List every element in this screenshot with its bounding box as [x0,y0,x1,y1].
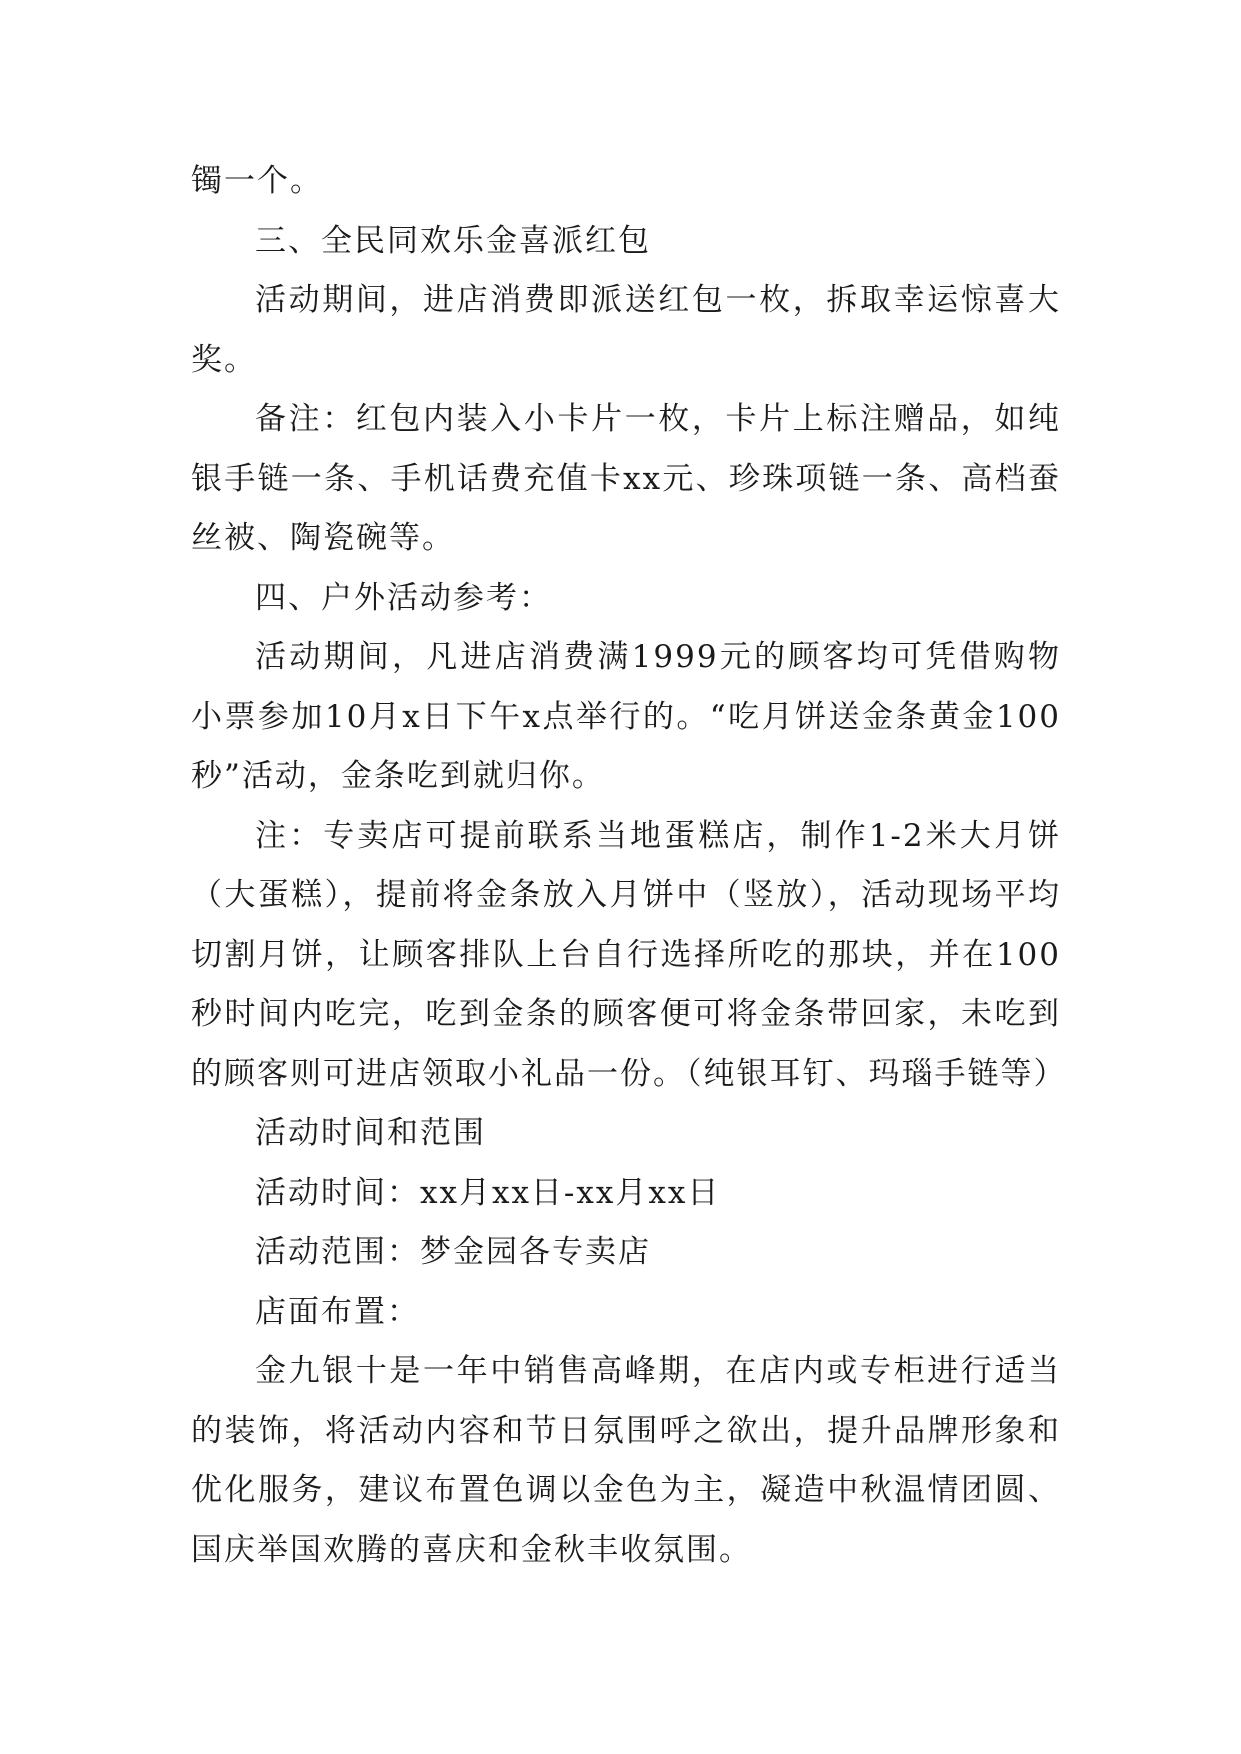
paragraph-outdoor-note: 注：专卖店可提前联系当地蛋糕店，制作1-2米大月饼（大蛋糕），提前将金条放入月饼中（竖放），活动现场平均切割月饼，让顾客排队上台自行选择所吃的那块，并在100秒时间内吃完，吃到金条的顾客便可将金条带回家，未吃到的顾客则可进店领取小礼品一份。（纯银耳钉、玛瑙手链等） [191,817,1067,1092]
paragraph-bracelet-end: 镯一个。 [191,163,323,199]
paragraph-activity-time: 活动时间：xx月xx日-xx月xx日 [255,1174,721,1211]
heading-store-layout: 店面布置： [255,1293,420,1330]
paragraph-store-layout: 金九银十是一年中销售高峰期，在店内或专柜进行适当的装饰，将活动内容和节日氛围呼之欲出，提升品牌形象和优化服务，建议布置色调以金色为主，凝造中秋温情团圆、国庆举国欢腾的喜庆和金秋丰收氛围。 [191,1353,1061,1568]
paragraph-red-envelope-note: 备注：红包内装入小卡片一枚，卡片上标注赠品，如纯银手链一条、手机话费充值卡xx元、珍珠项链一条、高档蚕丝被、陶瓷碗等。 [191,401,1061,556]
paragraph-outdoor-activity: 活动期间，凡进店消费满1999元的顾客均可凭借购物小票参加10月x日下午x点举行的。“吃月饼送金条黄金100秒”活动，金条吃到就归你。 [191,639,1061,794]
heading-outdoor-activity: 四、户外活动参考： [255,579,552,616]
document-body [191,152,1067,1580]
paragraph-activity-scope: 活动范围：梦金园各专卖店 [255,1234,651,1270]
paragraph-red-envelope-activity: 活动期间，进店消费即派送红包一枚，拆取幸运惊喜大奖。 [191,282,1061,378]
heading-time-and-scope: 活动时间和范围 [255,1115,486,1151]
heading-red-envelope: 三、全民同欢乐金喜派红包 [255,222,651,259]
